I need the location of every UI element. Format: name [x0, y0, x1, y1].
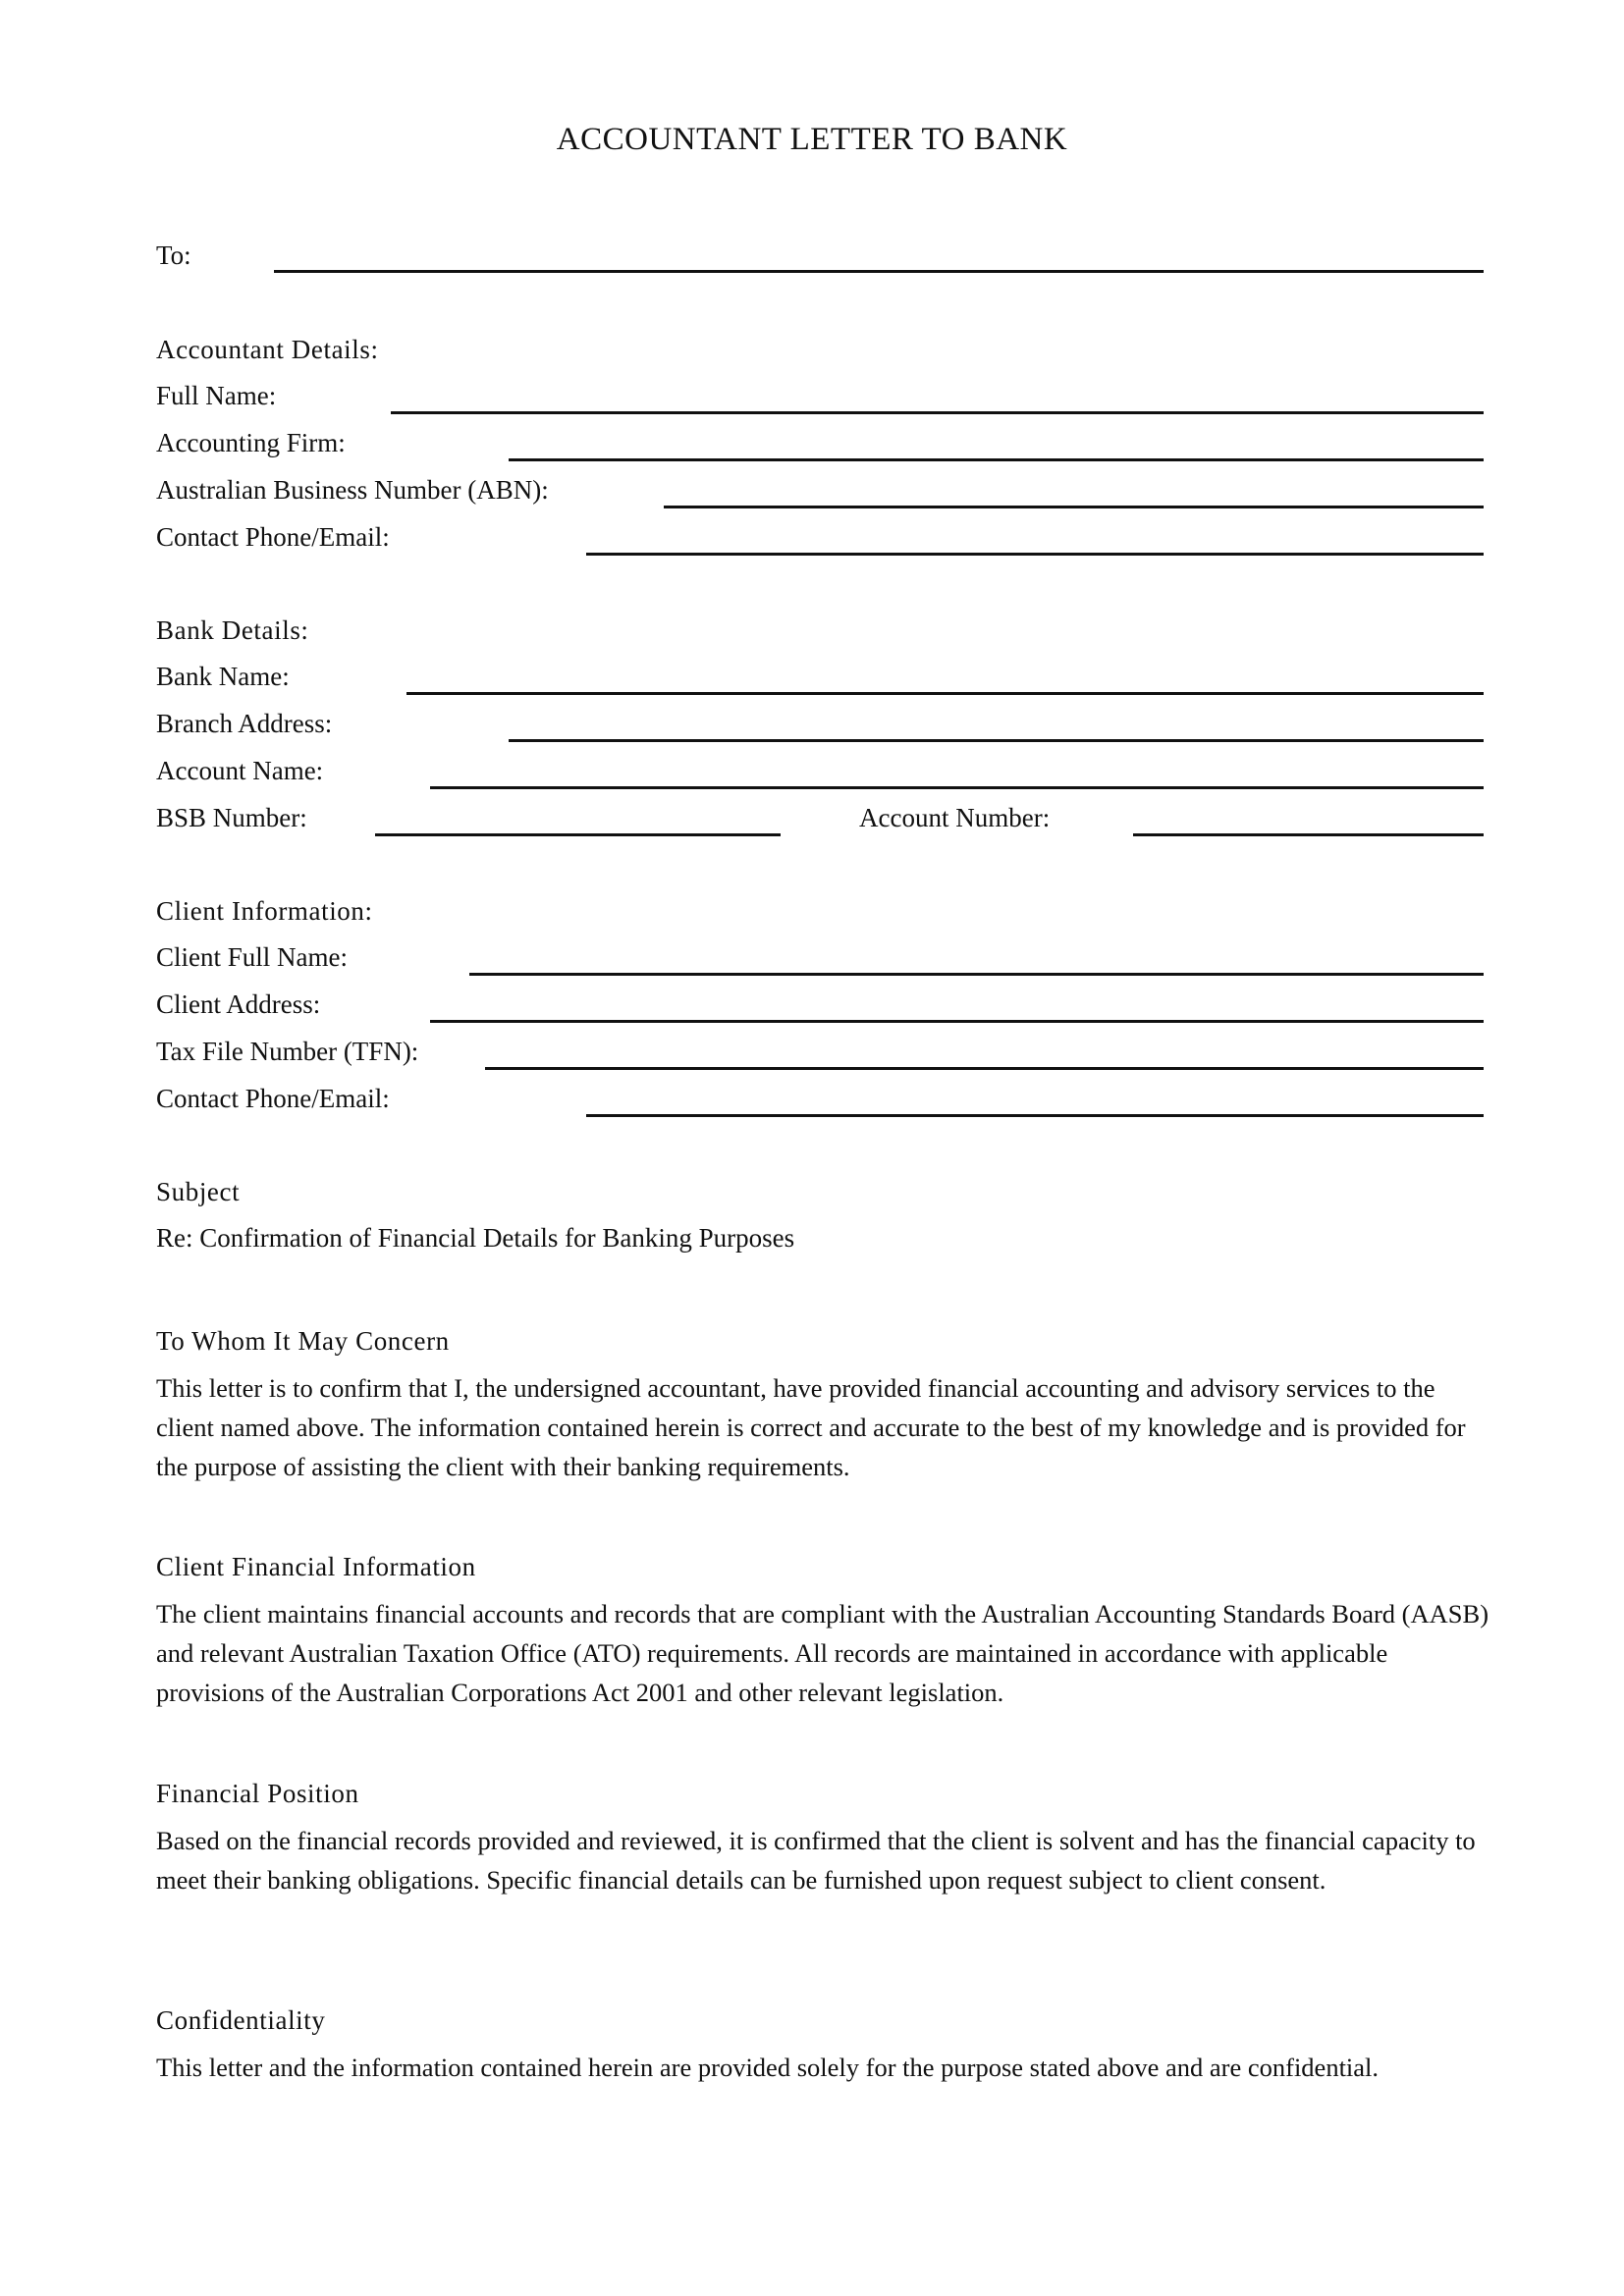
branch-address-label: Branch Address: [156, 709, 333, 738]
bsb-number-field[interactable] [375, 833, 781, 836]
branch-address-field[interactable] [509, 739, 1484, 742]
client-address-label: Client Address: [156, 989, 321, 1019]
accountant-full-name-field[interactable] [391, 411, 1484, 414]
accounting-firm-field[interactable] [509, 458, 1484, 461]
client-contact-label: Contact Phone/Email: [156, 1084, 390, 1113]
to-label: To: [156, 240, 191, 270]
client-address-field[interactable] [430, 1020, 1484, 1023]
section-body-to-whom: This letter is to confirm that I, the undersigned accountant, have provided financial accounting and advisory services to the client named above. The information contained herein is correct and accurate to the best of my knowledge and is provided for the purpose of assisting the client with their banking requirements. [156, 1373, 1466, 1481]
section-heading-financial-position: Financial Position [156, 1779, 359, 1808]
client-full-name-field[interactable] [469, 973, 1484, 976]
subject-text: Re: Confirmation of Financial Details for Banking Purposes [156, 1223, 795, 1253]
abn-label: Australian Business Number (ABN): [156, 475, 549, 505]
section-body-client-financial: The client maintains financial accounts and records that are compliant with the Australian Accounting Standards Board (AASB) and relevant Australian Taxation Office (ATO) requirements. All records are maintained in accordance with applicable provisions of the Australian Corporations Act 2001 and other relevant legislation. [156, 1599, 1489, 1707]
client-contact-field[interactable] [586, 1114, 1484, 1117]
bsb-number-label: BSB Number: [156, 803, 307, 832]
bank-details-heading: Bank Details: [156, 615, 309, 645]
to-field[interactable] [274, 270, 1484, 273]
tfn-label: Tax File Number (TFN): [156, 1037, 419, 1066]
section-heading-to-whom: To Whom It May Concern [156, 1326, 450, 1356]
bank-name-label: Bank Name: [156, 662, 290, 691]
account-number-field[interactable] [1133, 833, 1484, 836]
subject-heading: Subject [156, 1177, 241, 1206]
section-body-financial-position: Based on the financial records provided and reviewed, it is confirmed that the client is solvent and has the financial capacity to meet their banking obligations. Specific financial details can be furnished upon request subject to client consent. [156, 1826, 1476, 1895]
accountant-details-heading: Accountant Details: [156, 335, 379, 364]
accounting-firm-label: Accounting Firm: [156, 428, 346, 457]
accountant-contact-field[interactable] [586, 553, 1484, 556]
account-name-label: Account Name: [156, 756, 324, 785]
document-title: ACCOUNTANT LETTER TO BANK [556, 122, 1068, 157]
bank-name-field[interactable] [406, 692, 1484, 695]
client-full-name-label: Client Full Name: [156, 942, 348, 972]
account-number-label: Account Number: [859, 803, 1051, 832]
accountant-full-name-label: Full Name: [156, 381, 277, 410]
section-heading-confidentiality: Confidentiality [156, 2005, 326, 2035]
section-body-confidentiality: This letter and the information contained herein are provided solely for the purpose stated above and are confidential. [156, 2053, 1380, 2082]
accountant-contact-label: Contact Phone/Email: [156, 522, 390, 552]
account-name-field[interactable] [430, 786, 1484, 789]
abn-field[interactable] [664, 506, 1484, 508]
section-heading-client-financial: Client Financial Information [156, 1552, 476, 1581]
client-information-heading: Client Information: [156, 896, 373, 926]
tfn-field[interactable] [485, 1067, 1484, 1070]
